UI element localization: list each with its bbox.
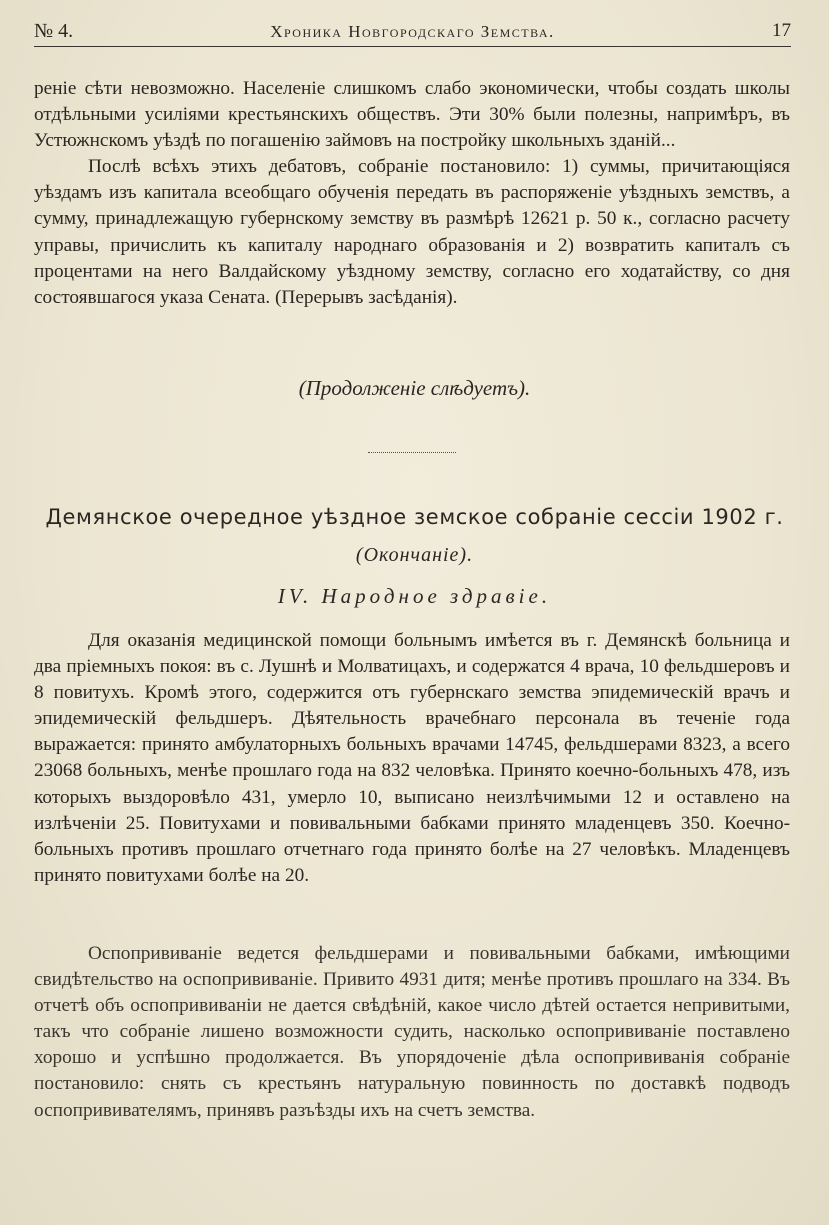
text-block-health: [34, 628, 790, 889]
paragraph-2: Послѣ всѣхъ этихъ дебатовъ, собраніе постановило: 1) суммы, причитающіяся уѣздамъ изъ капитала всеобщаго обученія передать въ распоряженіе уѣздныхъ земствъ, а сумму, принадлежащую губернскому земству въ размѣрѣ 12621 р. 50 к., согласно расчету управы, причислить къ капиталу народнаго образованія и 2) возвратить капиталъ съ процентами на него Валдайскому уѣздному земству, согласно его ходатайству, со дня состоявшагося указа Сената. (Перерывъ засѣданія).: [34, 156, 790, 308]
section-divider: [368, 452, 456, 453]
continuation-note: (Продолженіе слѣдуетъ).: [298, 376, 531, 400]
journal-title: Хроника Новгородскаго Земства.: [270, 22, 555, 41]
section-title: Демянское очередное уѣздное земское собраніе сессіи 1902 г.: [45, 505, 784, 529]
paragraph-1: реніе сѣти невозможно. Населеніе слишкомъ слабо экономически, чтобы создать школы отдѣльными усиліями крестьянскихъ обществъ. Эти 30% были полезны, напримѣръ, въ Устюжнскомъ уѣздѣ по погашенію займовъ на постройку школьныхъ зданій...: [34, 78, 790, 152]
paragraph-4: Оспопрививаніе ведется фельдшерами и повивальными бабками, имѣющими свидѣтельство на оспопрививаніе. Привито 4931 дитя; менѣе противъ прошлаго на 334. Въ отчетѣ объ оспопрививаніи не дается свѣдѣній, какое число дѣтей остается непривитыми, такъ что собраніе лишено возможности судить, насколько оспопрививаніе поставлено хорошо и успѣшно продолжается. Въ упорядоченіе дѣла оспопрививанія собраніе постановило: снять съ крестьянъ натуральную повинность по доставкѣ подводъ оспопрививателямъ, принявъ разъѣзды ихъ на счетъ земства.: [34, 943, 790, 1121]
ending-note: (Окончаніе).: [355, 544, 474, 566]
text-block-top: [34, 76, 790, 311]
paragraph-3: Для оказанія медицинской помощи больнымъ имѣется въ г. Демянскѣ больница и два пріемныхъ покоя: въ с. Лушнѣ и Молватицахъ, и содержатся 4 врача, 10 фельдшеровъ и 8 повитухъ. Кромѣ этого, содержится отъ губернскаго земства эпидемическій врачъ и эпидемическій фельдшеръ. Дѣятельность врачебнаго персонала въ теченіе года выражается: принято амбулаторныхъ больныхъ врачами 14745, фельдшерами 8323, а всего 23068 больныхъ, менѣе прошлаго года на 832 человѣка. Принято коечно-больныхъ 478, изъ которыхъ выздоровѣло 431, умерло 10, выписано неизлѣчимыми 12 и оставлено на излѣченіи 25. Повитухами и повивальными бабками принято младенцевъ 350. Коечно-больныхъ противъ прошлаго отчетнаго года принято болѣе на 27 человѣкъ. Младенцевъ принято повитухами болѣе на 20.: [34, 630, 790, 886]
running-header: [34, 20, 791, 47]
text-block-vaccination: [34, 941, 790, 1124]
page-number: 17: [772, 20, 791, 41]
issue-number: № 4.: [34, 20, 74, 42]
subheading: IV. Народное здравіе.: [277, 584, 552, 608]
